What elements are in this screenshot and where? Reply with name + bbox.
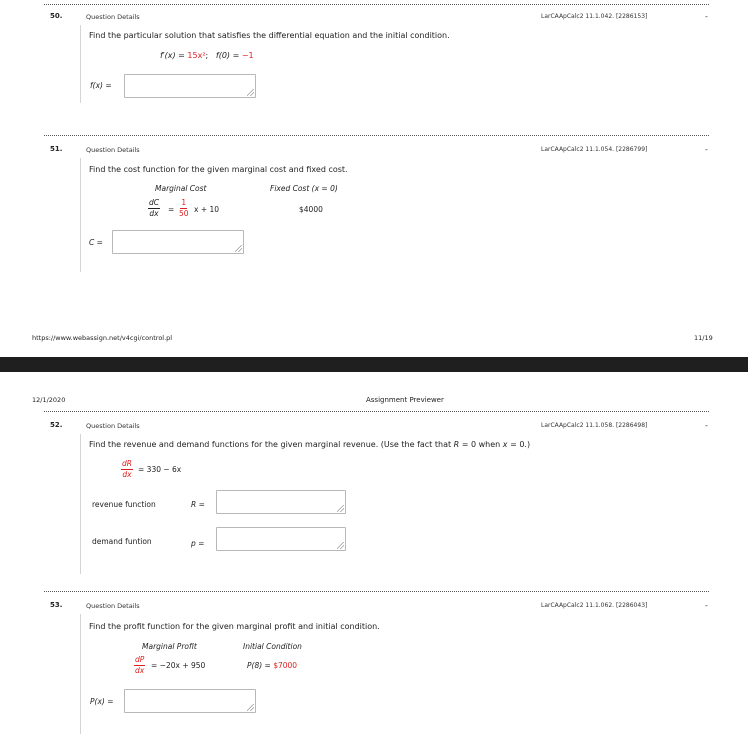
separator-line bbox=[44, 591, 709, 592]
column-header-initial-condition: Initial Condition bbox=[243, 642, 302, 651]
revenue-function-label: revenue function bbox=[92, 500, 156, 509]
question-number: 53. bbox=[50, 601, 63, 609]
collapse-toggle[interactable]: - bbox=[705, 601, 708, 610]
separator-line bbox=[44, 4, 709, 5]
question-reference: LarCAApCalc2 11.1.058. [2286498] bbox=[541, 422, 648, 429]
answer-label: C = bbox=[89, 238, 103, 247]
derivative-denominator: dx bbox=[149, 208, 159, 218]
column-header-marginal-profit: Marginal Profit bbox=[142, 642, 197, 651]
coefficient-numerator: 1 bbox=[181, 198, 187, 207]
coefficient-denominator: 50 bbox=[179, 208, 189, 218]
page-header-title: Assignment Previewer bbox=[366, 396, 444, 404]
prompt-part-a: Find the revenue and demand functions for the given marginal revenue. (Use the fact that bbox=[89, 440, 454, 449]
derivative-denominator: dx bbox=[122, 469, 132, 479]
question-left-rule bbox=[80, 158, 81, 272]
collapse-toggle[interactable]: - bbox=[705, 12, 708, 21]
equation-rest: x + 10 bbox=[194, 205, 220, 214]
page-break-band bbox=[0, 357, 748, 372]
derivative-numerator: dR bbox=[122, 459, 132, 468]
question-reference: LarCAApCalc2 11.1.062. [2286043] bbox=[541, 602, 648, 609]
derivative-fraction bbox=[148, 199, 160, 217]
equation-rhs: = 330 − 6x bbox=[138, 465, 182, 474]
question-number: 50. bbox=[50, 12, 63, 20]
question-details-link[interactable]: Question Details bbox=[86, 422, 140, 430]
prompt-var-x: x bbox=[502, 440, 508, 449]
question-prompt bbox=[89, 440, 530, 449]
column-header-marginal-cost: Marginal Cost bbox=[155, 184, 207, 193]
answer-input-demand[interactable] bbox=[216, 527, 346, 551]
initial-condition-rhs: −1 bbox=[241, 51, 254, 60]
page-number: 11/19 bbox=[694, 334, 713, 342]
question-reference: LarCAApCalc2 11.1.054. [2286799] bbox=[541, 146, 648, 153]
equation-rhs: 15x² bbox=[187, 51, 206, 60]
question-prompt: Find the cost function for the given marginal cost and fixed cost. bbox=[89, 165, 348, 174]
question-details-link[interactable]: Question Details bbox=[86, 602, 140, 610]
question-details-link[interactable]: Question Details bbox=[86, 146, 140, 154]
collapse-toggle[interactable]: - bbox=[705, 421, 708, 430]
footer-url: https://www.webassign.net/v4cgi/control.pl bbox=[32, 334, 173, 342]
collapse-toggle[interactable]: - bbox=[705, 145, 708, 154]
question-left-rule bbox=[80, 25, 81, 103]
initial-condition-lhs: P(8) = bbox=[247, 661, 274, 670]
fixed-cost-value: $4000 bbox=[299, 205, 323, 214]
answer-input-fx[interactable] bbox=[124, 74, 256, 98]
answer-label: P(x) = bbox=[90, 697, 114, 706]
answer-label: f(x) = bbox=[90, 81, 112, 90]
separator-line bbox=[44, 135, 709, 136]
coefficient-fraction bbox=[179, 199, 189, 217]
question-number: 52. bbox=[50, 421, 63, 429]
initial-condition-lhs: f(0) = bbox=[215, 51, 242, 60]
equation-rhs: = −20x + 950 bbox=[151, 661, 206, 670]
question-prompt: Find the particular solution that satisfies the differential equation and the initial condition. bbox=[89, 31, 450, 40]
revenue-variable: R = bbox=[191, 500, 205, 509]
prompt-var-r: R bbox=[453, 440, 460, 449]
equals-sign: = bbox=[168, 205, 175, 214]
question-details-link[interactable]: Question Details bbox=[86, 13, 140, 21]
prompt-part-c: = 0.) bbox=[507, 440, 531, 449]
question-left-rule bbox=[80, 614, 81, 734]
derivative-numerator: dP bbox=[135, 655, 145, 664]
demand-variable: p = bbox=[191, 539, 205, 548]
answer-input-revenue[interactable] bbox=[216, 490, 346, 514]
separator-line bbox=[44, 411, 709, 412]
equation-separator: ; bbox=[205, 51, 209, 60]
question-left-rule bbox=[80, 434, 81, 574]
column-header-fixed-cost: Fixed Cost (x = 0) bbox=[270, 184, 338, 193]
question-number: 51. bbox=[50, 145, 63, 153]
prompt-part-b: = 0 when bbox=[459, 440, 503, 449]
question-prompt: Find the profit function for the given marginal profit and initial condition. bbox=[89, 622, 380, 631]
derivative-numerator: dC bbox=[149, 198, 159, 207]
initial-condition-rhs: $7000 bbox=[273, 661, 298, 670]
question-reference: LarCAApCalc2 11.1.042. [2286153] bbox=[541, 13, 648, 20]
equation-lhs: f′(x) = bbox=[160, 51, 188, 60]
initial-condition bbox=[247, 661, 297, 670]
demand-function-label: demand funtion bbox=[92, 537, 152, 546]
derivative-denominator: dx bbox=[135, 665, 145, 675]
equation bbox=[160, 51, 254, 60]
answer-input-c[interactable] bbox=[112, 230, 244, 254]
derivative-fraction bbox=[134, 656, 145, 674]
print-date: 12/1/2020 bbox=[32, 396, 66, 404]
derivative-fraction bbox=[121, 460, 133, 478]
answer-input-px[interactable] bbox=[124, 689, 256, 713]
